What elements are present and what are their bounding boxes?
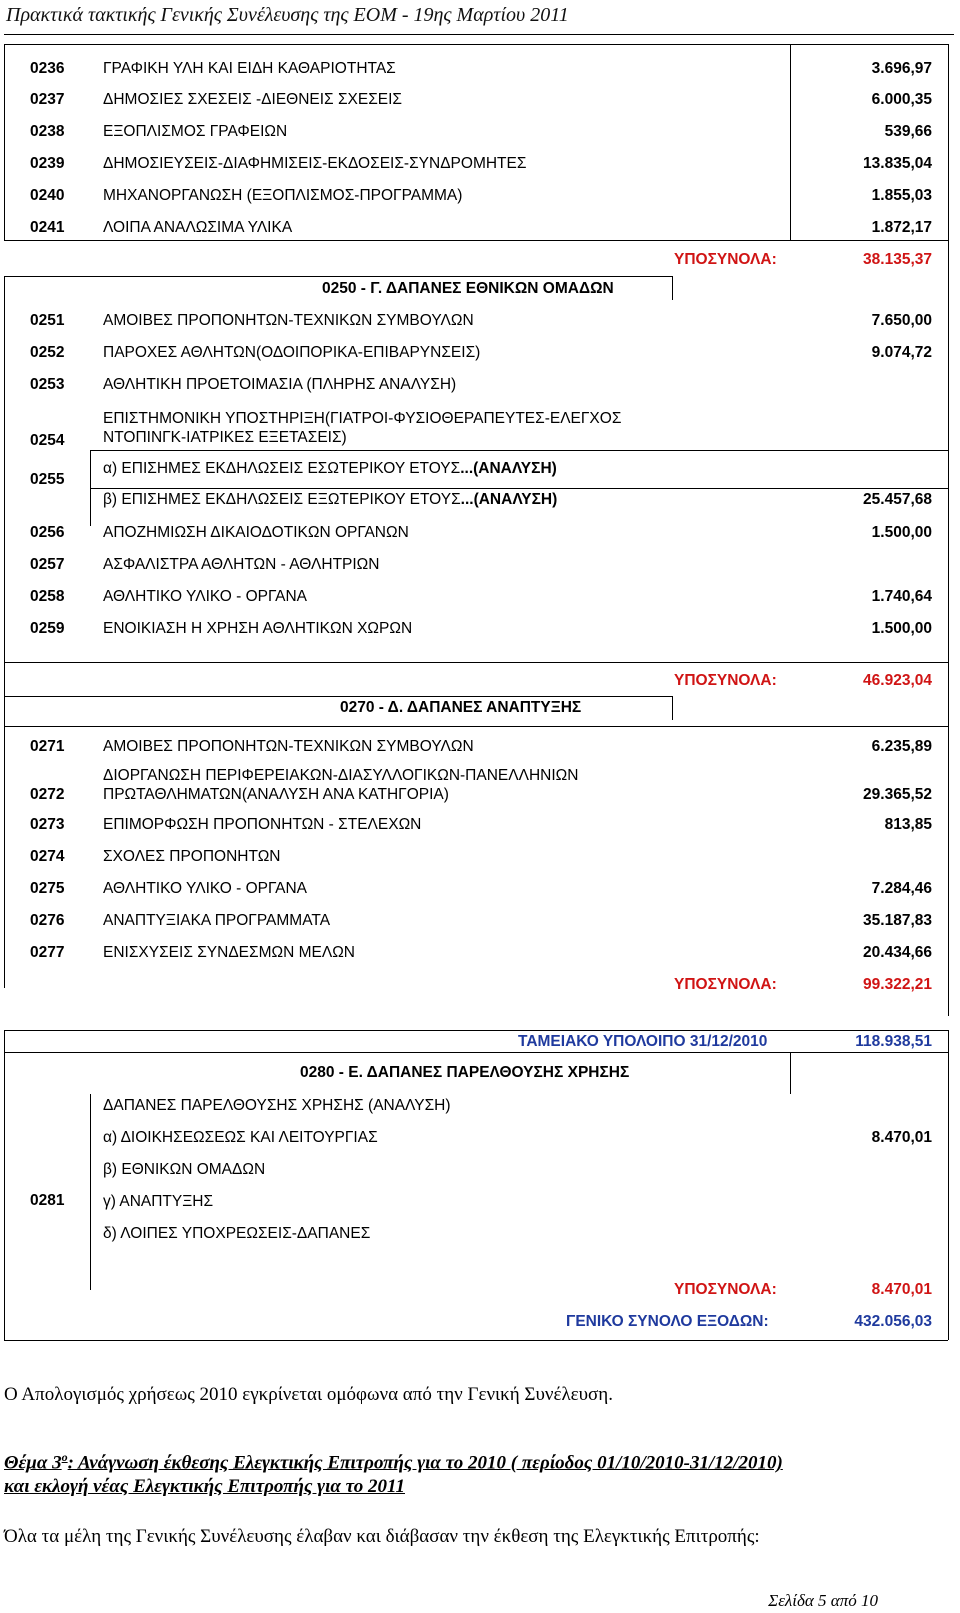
row-desc: ΣΧΟΛΕΣ ΠΡΟΠΟΝΗΤΩΝ [103,848,281,865]
row-code: 0236 [30,60,65,77]
cash-balance-label: ΤΑΜΕΙΑΚΟ ΥΠΟΛΟΙΠΟ 31/12/2010 [518,1033,768,1050]
row-amount: 813,85 [884,816,932,833]
topic-line2: και εκλογή νέας Ελεγκτικής Επιτροπής για το 2011 [4,1476,405,1497]
row-desc: ΔΗΜΟΣΙΕΥΣΕΙΣ-ΔΙΑΦΗΜΙΣΕΙΣ-ΕΚΔΟΣΕΙΣ-ΣΥΝΔΡΟΜΗΤΕΣ [103,155,527,172]
row-code: 0255 [30,471,65,488]
row-desc: ΕΞΟΠΛΙΣΜΟΣ ΓΡΑΦΕΙΩΝ [103,123,288,140]
row-amount: 20.434,66 [863,944,932,961]
row-amount: 7.284,46 [871,880,932,897]
row-code: 0275 [30,880,65,897]
row-amount: 35.187,83 [863,912,932,929]
grand-total-amount: 432.056,03 [854,1313,932,1330]
expense-table-block2 [0,276,960,696]
grand-total-label: ΓΕΝΙΚΟ ΣΥΝΟΛΟ ΕΞΟΔΩΝ: [566,1313,769,1330]
row-desc: ΕΝΟΙΚΙΑΣΗ Η ΧΡΗΣΗ ΑΘΛΗΤΙΚΩΝ ΧΩΡΩΝ [103,620,413,637]
row-code: 0239 [30,155,65,172]
row-desc: ΑΜΟΙΒΕΣ ΠΡΟΠΟΝΗΤΩΝ-ΤΕΧΝΙΚΩΝ ΣΥΜΒΟΥΛΩΝ [103,312,474,329]
row-desc-line1: ΔΙΟΡΓΑΝΩΣΗ ΠΕΡΙΦΕΡΕΙΑΚΩΝ-ΔΙΑΣΥΛΛΟΓΙΚΩΝ-ΠΑΝΕΛΛΗΝΙΩΝ [103,767,579,784]
row-code: 0257 [30,556,65,573]
row-desc: ΓΡΑΦΙΚΗ ΥΛΗ ΚΑΙ ΕΙΔΗ ΚΑΘΑΡΙΟΤΗΤΑΣ [103,60,396,77]
row-code: 0273 [30,816,65,833]
row-desc: δ) ΛΟΙΠΕΣ ΥΠΟΧΡΕΩΣΕΙΣ-ΔΑΠΑΝΕΣ [103,1225,371,1242]
subtotal-amount: 8.470,01 [871,1281,932,1298]
row-code: 0274 [30,848,65,865]
cash-balance-amount: 118.938,51 [855,1033,932,1050]
row-desc: β) ΕΘΝΙΚΩΝ ΟΜΑΔΩΝ [103,1161,266,1178]
row-amount: 1.855,03 [871,187,932,204]
row-desc-line1: ΕΠΙΣΤΗΜΟΝΙΚΗ ΥΠΟΣΤΗΡΙΞΗ(ΓΙΑΤΡΟΙ-ΦΥΣΙΟΘΕΡΑΠΕΥΤΕΣ-ΕΛΕΓΧΟΣ [103,410,622,427]
row-code: 0276 [30,912,65,929]
topic-line1: : Ανάγνωση έκθεσης Ελεγκτικής Επιτροπής για το 2010 ( περίοδος 01/10/2010-31/12/2010) [67,1452,783,1474]
topic-prefix: Θέμα 3 [4,1452,62,1474]
row-amount: 8.470,01 [871,1129,932,1146]
subtotal-label: ΥΠΟΣΥΝΟΛΑ: [674,672,777,689]
row-code: 0241 [30,219,65,236]
row-desc: ΕΝΙΣΧΥΣΕΙΣ ΣΥΝΔΕΣΜΩΝ ΜΕΛΩΝ [103,944,355,961]
subtotal-amount: 46.923,04 [863,672,932,689]
row-code: 0240 [30,187,65,204]
row-desc-line2: ΠΡΩΤΑΘΛΗΜΑΤΩΝ(ΑΝΑΛΥΣΗ ΑΝΑ ΚΑΤΗΓΟΡΙΑ) [103,786,449,803]
row-amount: 1.872,17 [871,219,932,236]
row-desc-a: α) ΕΠΙΣΗΜΕΣ ΕΚΔΗΛΩΣΕΙΣ ΕΣΩΤΕΡΙΚΟΥ ΕΤΟΥΣ [103,460,461,477]
subtotal-label: ΥΠΟΣΥΝΟΛΑ: [674,251,777,268]
row-amount: 1.500,00 [871,524,932,541]
row-code: 0252 [30,344,65,361]
topic-heading-line2 [4,1476,405,1498]
subtotal-amount: 38.135,37 [863,251,932,268]
topic-sup: ο [61,1450,68,1464]
row-desc-b-suffix: ...(ΑΝΑΛΥΣΗ) [460,491,558,508]
expense-table-block3 [0,696,960,1016]
row-amount: 3.696,97 [871,60,932,77]
row-code: 0281 [30,1192,65,1209]
row-code: 0253 [30,376,65,393]
page-header-title: Πρακτικά τακτικής Γενικής Συνέλευσης της ΕΟΜ - 19ης Μαρτίου 2011 [6,4,569,26]
row-amount: 539,66 [884,123,932,140]
row-code: 0237 [30,91,65,108]
row-desc: ΕΠΙΜΟΡΦΩΣΗ ΠΡΟΠΟΝΗΤΩΝ - ΣΤΕΛΕΧΩΝ [103,816,422,833]
row-desc: α) ΔΙΟΙΚΗΣΕΩΣΕΩΣ ΚΑΙ ΛΕΙΤΟΥΡΓΙΑΣ [103,1129,378,1146]
section-title-0280: 0280 - Ε. ΔΑΠΑΝΕΣ ΠΑΡΕΛΘΟΥΣΗΣ ΧΡΗΣΗΣ [300,1064,630,1081]
row-code: 0272 [30,786,65,803]
row-desc-line2: ΝΤΟΠΙΝΓΚ-ΙΑΤΡΙΚΕΣ ΕΞΕΤΑΣΕΙΣ) [103,429,347,446]
row-desc: ΑΣΦΑΛΙΣΤΡΑ ΑΘΛΗΤΩΝ - ΑΘΛΗΤΡΙΩΝ [103,556,380,573]
row-code: 0259 [30,620,65,637]
row-code: 0254 [30,432,65,449]
row-desc: ΑΜΟΙΒΕΣ ΠΡΟΠΟΝΗΤΩΝ-ΤΕΧΝΙΚΩΝ ΣΥΜΒΟΥΛΩΝ [103,738,474,755]
row-desc-b: β) ΕΠΙΣΗΜΕΣ ΕΚΔΗΛΩΣΕΙΣ ΕΞΩΤΕΡΙΚΟΥ ΕΤΟΥΣ [103,491,461,508]
row-code: 0238 [30,123,65,140]
row-amount: 7.650,00 [871,312,932,329]
section-title-0270: 0270 - Δ. ΔΑΠΑΝΕΣ ΑΝΑΠΤΥΞΗΣ [340,699,582,716]
row-code: 0271 [30,738,65,755]
row-amount: 29.365,52 [863,786,932,803]
page-number: Σελίδα 5 από 10 [768,1591,878,1610]
row-desc: ΑΝΑΠΤΥΞΙΑΚΑ ΠΡΟΓΡΑΜΜΑΤΑ [103,912,331,929]
row-desc: ΛΟΙΠΑ ΑΝΑΛΩΣΙΜΑ ΥΛΙΚΑ [103,219,293,236]
row-amount: 9.074,72 [871,344,932,361]
row-desc-a-suffix: ...(ΑΝΑΛΥΣΗ) [460,460,557,477]
row-code: 0251 [30,312,65,329]
row-amount: 6.000,35 [871,91,932,108]
row-amount: 1.500,00 [871,620,932,637]
row-desc: ΑΘΛΗΤΙΚΟ ΥΛΙΚΟ - ΟΡΓΑΝΑ [103,880,307,897]
subtotal-label: ΥΠΟΣΥΝΟΛΑ: [674,976,777,993]
row-code: 0256 [30,524,65,541]
row-desc: ΠΑΡΟΧΕΣ ΑΘΛΗΤΩΝ(ΟΔΟΙΠΟΡΙΚΑ-ΕΠΙΒΑΡΥΝΣΕΙΣ) [103,344,481,361]
row-amount: 25.457,68 [863,491,932,508]
row-desc: ΜΗΧΑΝΟΡΓΑΝΩΣΗ (ΕΞΟΠΛΙΣΜΟΣ-ΠΡΟΓΡΑΜΜΑ) [103,187,463,204]
subtotal-label: ΥΠΟΣΥΝΟΛΑ: [674,1281,777,1298]
members-text: Όλα τα μέλη της Γενικής Συνέλευσης έλαβαν και διάβασαν την έκθεση της Ελεγκτικής Επιτροπής: [4,1526,760,1547]
row-amount: 6.235,89 [871,738,932,755]
row-desc: ΔΗΜΟΣΙΕΣ ΣΧΕΣΕΙΣ -ΔΙΕΘΝΕΙΣ ΣΧΕΣΕΙΣ [103,91,403,108]
row-code: 0258 [30,588,65,605]
row-code: 0277 [30,944,65,961]
subtotal-amount: 99.322,21 [863,976,932,993]
header-rule [4,34,954,35]
expense-table-block4 [0,1030,960,1340]
row-desc: ΑΘΛΗΤΙΚΗ ΠΡΟΕΤΟΙΜΑΣΙΑ (ΠΛΗΡΗΣ ΑΝΑΛΥΣΗ) [103,376,457,393]
row-desc: γ) ΑΝΑΠΤΥΞΗΣ [103,1193,214,1210]
approval-text: Ο Απολογισμός χρήσεως 2010 εγκρίνεται ομόφωνα από την Γενική Συνέλευση. [4,1384,613,1405]
section-title-0250: 0250 - Γ. ΔΑΠΑΝΕΣ ΕΘΝΙΚΩΝ ΟΜΑΔΩΝ [322,280,614,297]
row-amount: 1.740,64 [871,588,932,605]
row-desc: ΑΠΟΖΗΜΙΩΣΗ ΔΙΚΑΙΟΔΟΤΙΚΩΝ ΟΡΓΑΝΩΝ [103,524,409,541]
row-desc: ΔΑΠΑΝΕΣ ΠΑΡΕΛΘΟΥΣΗΣ ΧΡΗΣΗΣ (ΑΝΑΛΥΣΗ) [103,1097,451,1114]
row-desc: ΑΘΛΗΤΙΚΟ ΥΛΙΚΟ - ΟΡΓΑΝΑ [103,588,307,605]
row-amount: 13.835,04 [863,155,932,172]
expense-table-block1 [0,44,960,284]
topic-heading [4,1450,783,1474]
